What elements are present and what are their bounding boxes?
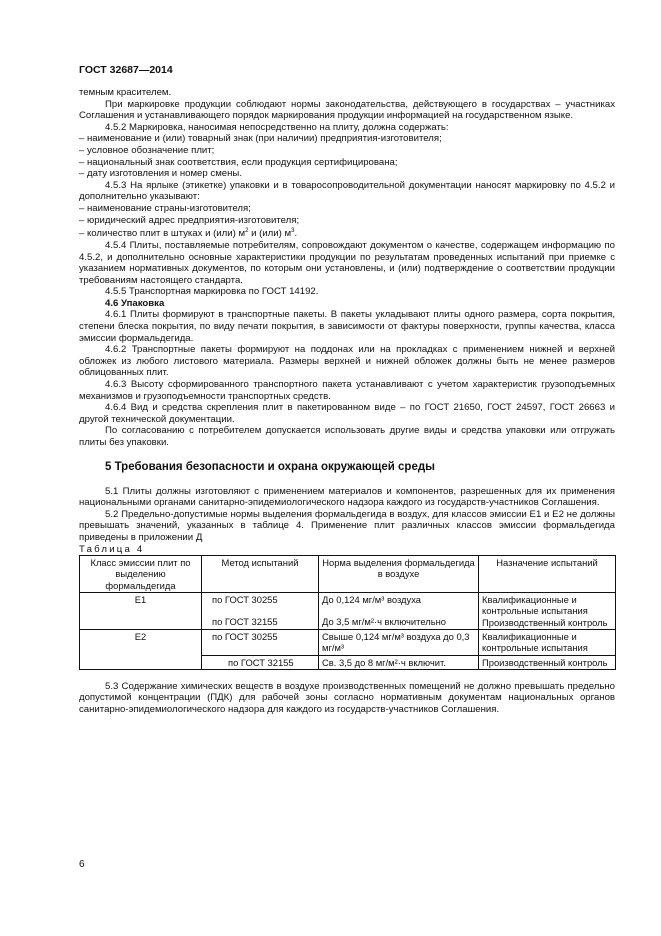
table-cell-class: Е1 [80,593,202,630]
table-caption: Таблица 4 [79,543,145,555]
list-item: – дату изготовления и номер смены. [79,168,242,180]
purpose-text: Производственный контроль [482,616,608,628]
table-cell-class: Е2 [80,629,202,669]
paragraph: 5.2 Предельно-допустимые нормы выделения формальдегида в воздух, для классов эмиссии Е1 и Е2 не должны превышать значений, указанных в таблице 4. Применение плит различных классов эмиссии формальдегида приведены в приложении Д [79,508,615,543]
paragraph: темным красителем. [79,87,172,98]
list-item: – наименование страны-изготовителя; [79,202,251,214]
page-number: 6 [79,859,85,870]
list-item: – наименование и (или) товарный знак (при наличии) предприятия-изготовителя; [79,133,442,145]
table-cell-purpose: Производственный контроль [479,655,616,669]
superscript: 3 [291,228,295,235]
norm-text: До 0,124 мг/м³ воздуха [322,594,422,606]
paragraph: 4.6.3 Высоту сформированного транспортного пакета устанавливают с учетом характеристик грузоподъемных механизмов и грузоподъемности транспортных средств. [79,379,615,402]
paragraph: 5.3 Содержание химических веществ в воздухе производственных помещений не должно превышать предельно допустимой концентрации (ПДК) для рабочей зоны согласно нормативным документам национальных органов санитарно-эпидемиологического надзора для каждого из государств-участников Соглашения. [79,680,615,716]
table-header-cell: Класс эмиссии плит по выделению формальдегида [80,556,202,593]
list-item: – условное обозначение плит; [79,144,215,156]
quantity-text: и (или) м [248,228,292,240]
table-cell-method [202,593,319,630]
document-body [79,87,615,716]
purpose-text: Квалификационные и контрольные испытания [482,594,588,617]
list-item [79,226,615,240]
list-item: – национальный знак соответствия, если продукция сертифицирована; [79,156,398,168]
table-header-cell: Норма выделения формальдегида в воздухе [319,556,479,593]
table-cell-method: по ГОСТ 32155 [202,655,319,669]
method-text: по ГОСТ 30255 [212,594,278,606]
quantity-text: – количество плит в штуках и (или) м [79,228,246,240]
emission-table [79,555,616,670]
section-title: 5 Требования безопасности и охрана окружающей среды [105,460,435,473]
paragraph: 4.6.4 Вид и средства скрепления плит в пакетированном виде – по ГОСТ 21650, ГОСТ 24597, ГОСТ 26663 и другой технической документации. [79,402,615,425]
paragraph: 4.5.5 Транспортная маркировка по ГОСТ 14192. [105,286,319,298]
paragraph: 4.5.3 На ярлыке (этикетке) упаковки и в товаросопроводительной документации наносят маркировку по 4.5.2 и дополнительно указывают: [79,179,615,203]
paragraph: 4.6.2 Транспортные пакеты формируют на поддонах или на прокладках с применением нижней и верхней обложек из любого листового материала. Размеры верхней и нижней обложек должны быть не менее размеров облицованных плит. [79,344,615,379]
standard-header: ГОСТ 32687—2014 [79,64,173,76]
paragraph: 4.6.1 Плиты формируют в транспортные пакеты. В пакеты укладывают плиты одного размера, сорта покрытия, степени блеска покрытия, по виду печати покрытия, в зависимости от фактуры поверхности, группы качества, класса эмиссии формальдегида. [79,309,615,344]
paragraph: 4.5.4 Плиты, поставляемые потребителям, сопровождают документом о качестве, содержащем информацию по 4.5.2, и дополнительно основные характеристики продукции по результатам проведенных испытаний при приемке с указанием нормативных документов, по которым они установлены, и (или) подтверждение о соответствии продукции требованиям настоящего стандарта. [79,239,615,286]
quantity-text: . [294,228,298,240]
method-text: по ГОСТ 32155 [212,616,278,628]
table-row [80,629,616,655]
table-cell-purpose [479,593,616,630]
table-header-cell: Назначение испытаний [479,556,616,593]
norm-text: До 3,5 мг/м²·ч включительно [322,616,446,628]
list-item: – юридический адрес предприятия-изготовителя; [79,214,300,226]
table-row [80,593,616,630]
table-cell-norm: Св. 3,5 до 8 мг/м²·ч включит. [319,655,479,669]
table-cell-norm: Свыше 0,124 мг/м³ воздуха до 0,3 мг/м³ [319,629,479,655]
table-cell-purpose: Квалификационные и контрольные испытания [479,629,616,655]
paragraph: При маркировке продукции соблюдают нормы законодательства, действующего в государствах – участниках Соглашения и устанавливающего порядок маркирования продукции информацией на государственном языке. [79,98,615,122]
subsection-title: 4.6 Упаковка [105,297,165,309]
paragraph: По согласованию с потребителем допускается использовать другие виды и средства упаковки или отгружать плиты без упаковки. [79,425,615,448]
table-header-cell: Метод испытаний [202,556,319,593]
superscript: 2 [245,228,249,235]
table-cell-norm [319,593,479,630]
table-cell-method: по ГОСТ 30255 [202,629,319,655]
paragraph: 5.1 Плиты должны изготовляют с применением материалов и компонентов, разрешенных для их применения национальными органами санитарно-эпидемиологического надзора каждого из государств-участников Соглашения. [79,485,615,509]
paragraph: 4.5.2 Маркировка, наносимая непосредственно на плиту, должна содержать: [105,121,449,133]
table-header-row [80,556,616,593]
